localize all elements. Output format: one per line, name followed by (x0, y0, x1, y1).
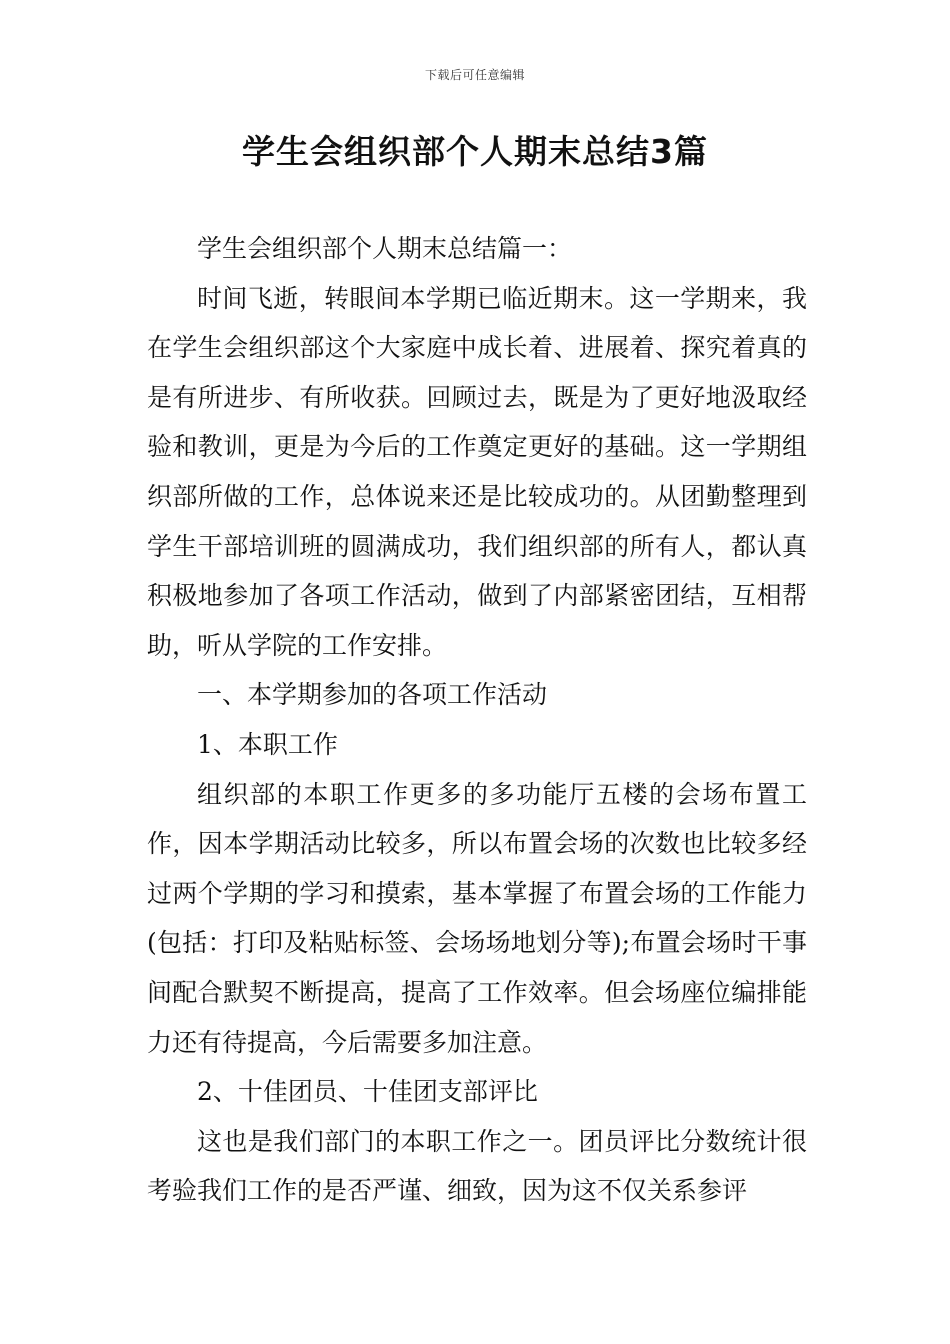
section-heading-activities: 一、本学期参加的各项工作活动 (197, 680, 548, 710)
header-note: 下载后可任意编辑 (424, 68, 525, 82)
subheading-main-duties: 1、本职工作 (197, 729, 338, 759)
subheading-top-ten-evaluation: 2、十佳团员、十佳团支部评比 (197, 1077, 538, 1107)
document-body (147, 224, 807, 1216)
document-title: 学生会组织部个人期末总结3篇 (242, 132, 708, 171)
section-heading-part-one: 学生会组织部个人期末总结篇一： (197, 234, 573, 263)
body-paragraph-intro: 时间飞逝，转眼间本学期已临近期末。这一学期来，我在学生会组织部这个大家庭中成长着、进展着、探究着真的是有所进步、有所收获。回顾过去，既是为了更好地汲取经验和教训，更是为今后的工作奠定更好的基础。这一学期组织部所做的工作，总体说来还是比较成功的。从团勤整理到学生干部培训班的圆满成功，我们组织部的所有人，都认真积极地参加了各项工作活动，做到了内部紧密团结，互相帮助，听从学院的工作安排。 (147, 283, 807, 660)
body-paragraph-main-duties: 组织部的本职工作更多的多功能厅五楼的会场布置工作，因本学期活动比较多，所以布置会场的次数也比较多经过两个学期的学习和摸索，基本掌握了布置会场的工作能力(包括：打印及粘贴标签、会场场地划分等);布置会场时干事间配合默契不断提高，提高了工作效率。但会场座位编排能力还有待提高，今后需要多加注意。 (147, 779, 807, 1057)
body-paragraph-evaluation: 这也是我们部门的本职工作之一。团员评比分数统计很考验我们工作的是否严谨、细致，因为这不仅关系参评 (147, 1126, 807, 1206)
